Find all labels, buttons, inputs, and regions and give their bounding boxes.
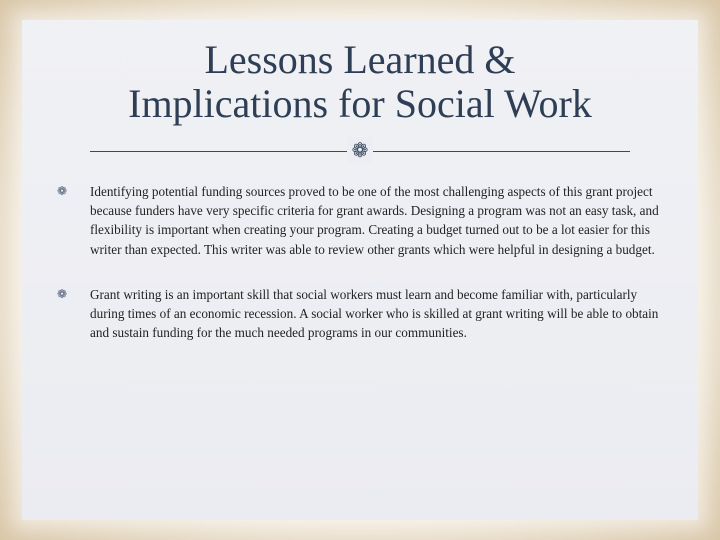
bullet-item-grant-writing [57,285,664,343]
title-line-1: Lessons Learned & [204,37,516,82]
bullet-ornament-icon: ❁ [57,184,68,198]
slide-title [0,38,720,126]
bullet-ornament-icon: ❁ [57,286,68,301]
bullet-item-funding [57,182,664,259]
ornament-icon: ❁ [347,137,373,163]
bullet-list [57,182,664,342]
bullet-text: Grant writing is an important skill that social workers must learn and become familiar with, particularly during times of an economic recession. A social worker who is skilled at grant writing will be able to obtain and sustain funding for the much needed programs in our communities. [90,286,659,341]
bullet-text: Identifying potential funding sources proved to be one of the most challenging aspects of this grant project because funders have very specific criteria for grant awards. Designing a program was not an easy task, and flexibility is important when creating your program. Creating a budget turned out to be a lot easier for this writer than expected. This writer was able to review other grants which were helpful in designing a budget. [90,184,659,257]
title-line-2: Implications for Social Work [128,81,592,126]
